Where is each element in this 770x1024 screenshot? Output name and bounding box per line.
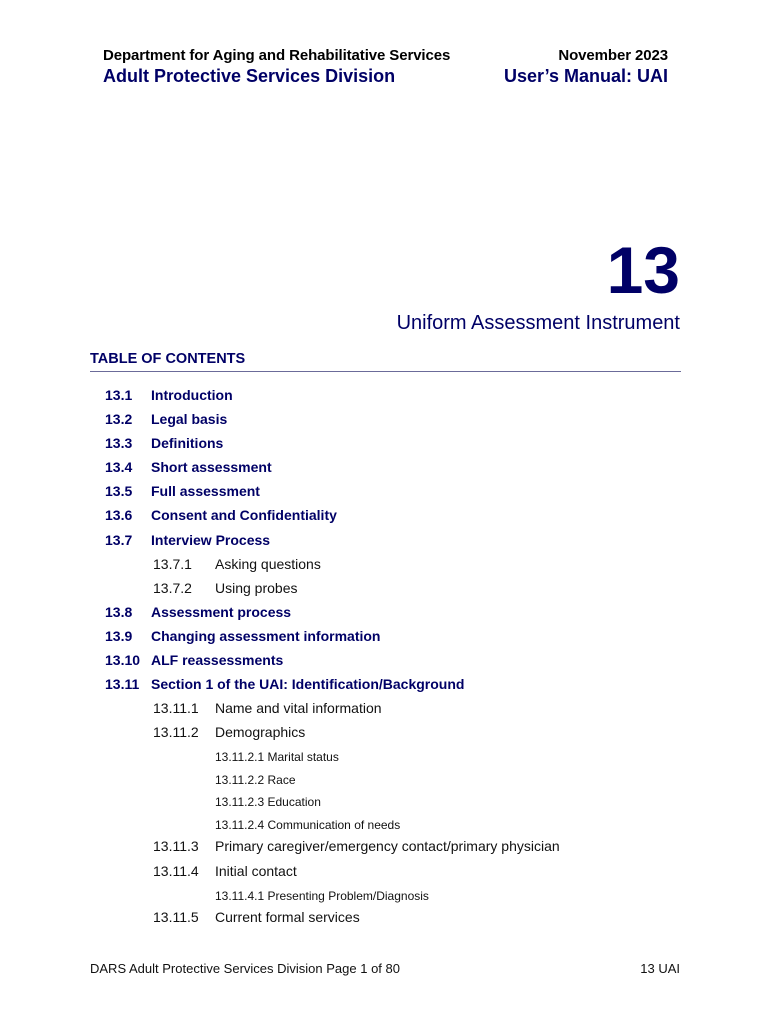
footer-chapter: 13 UAI (640, 961, 680, 976)
toc-entry-number: 13.11.5 (153, 909, 199, 926)
toc-entry-title: Full assessment (151, 483, 260, 500)
toc-entry[interactable] (0, 745, 770, 768)
toc-entry-title: Short assessment (151, 459, 272, 476)
toc-entry[interactable] (0, 553, 770, 577)
toc-entry-title: Current formal services (215, 909, 360, 926)
toc-entry[interactable] (0, 813, 770, 836)
toc-entry-number: 13.11.3 (153, 838, 199, 855)
toc-entry-number: 13.2 (105, 411, 133, 428)
toc-entry-number: 13.4 (105, 459, 133, 476)
toc-entry-title: Demographics (215, 724, 306, 741)
table-of-contents (0, 384, 770, 930)
toc-entry-number: 13.11 (105, 676, 140, 693)
toc-entry-title: Legal basis (151, 411, 228, 428)
toc-entry[interactable] (0, 529, 770, 553)
toc-entry-title: Primary caregiver/emergency contact/primary physician (215, 838, 560, 855)
toc-entry[interactable] (0, 906, 770, 930)
toc-entry-title: Changing assessment information (151, 627, 381, 644)
toc-entry[interactable] (0, 860, 770, 884)
toc-entry-number: 13.1 (105, 387, 133, 403)
toc-entry[interactable] (0, 384, 770, 408)
toc-entry[interactable] (0, 790, 770, 813)
toc-entry-title: Definitions (151, 435, 224, 452)
toc-heading: TABLE OF CONTENTS (90, 350, 681, 372)
toc-entry-title: Interview Process (151, 531, 271, 548)
toc-entry[interactable] (0, 408, 770, 432)
footer-page-info: DARS Adult Protective Services Division Page 1 of 80 (90, 961, 400, 976)
toc-entry-number: 13.5 (105, 483, 133, 500)
toc-entry[interactable] (0, 835, 770, 859)
toc-entry[interactable] (0, 577, 770, 601)
chapter-number: 13 (606, 233, 680, 307)
toc-entry-title: ALF reassessments (151, 652, 284, 669)
toc-entry-number: 13.10 (105, 652, 141, 669)
department-name: Department for Aging and Rehabilitative Services (103, 47, 451, 64)
toc-entry-title: 13.11.4.1 Presenting Problem/Diagnosis (215, 888, 429, 903)
toc-entry[interactable] (0, 673, 770, 697)
header-left (103, 46, 450, 87)
toc-entry-title: Initial contact (215, 862, 297, 879)
toc-entry[interactable] (0, 601, 770, 625)
toc-entry-title: 13.11.2.1 Marital status (215, 750, 339, 765)
toc-entry-title: Section 1 of the UAI: Identification/Background (151, 676, 465, 693)
toc-entry-number: 13.7.2 (153, 579, 192, 596)
toc-entry-title: Using probes (215, 579, 298, 596)
toc-entry-title: Name and vital information (215, 700, 382, 717)
chapter-title: Uniform Assessment Instrument (396, 312, 680, 334)
division-name: Adult Protective Services Division (103, 66, 396, 86)
toc-entry[interactable] (0, 649, 770, 673)
toc-entry-title: Consent and Confidentiality (151, 507, 337, 524)
toc-entry-number: 13.7.1 (153, 555, 192, 572)
toc-entry[interactable] (0, 480, 770, 504)
header-right (504, 46, 668, 87)
toc-entry-number: 13.3 (105, 435, 133, 452)
toc-entry[interactable] (0, 504, 770, 528)
toc-entry-title: 13.11.2.2 Race (215, 772, 296, 787)
toc-entry[interactable] (0, 768, 770, 791)
toc-entry-number: 13.11.4 (153, 862, 199, 879)
toc-entry[interactable] (0, 721, 770, 745)
toc-entry[interactable] (0, 697, 770, 721)
toc-entry-title: 13.11.2.3 Education (215, 795, 321, 810)
toc-entry[interactable] (0, 625, 770, 649)
toc-entry-number: 13.8 (105, 603, 133, 620)
toc-entry-title: Asking questions (215, 555, 321, 572)
toc-entry[interactable] (0, 432, 770, 456)
manual-title: User’s Manual: UAI (503, 66, 668, 86)
toc-entry-number: 13.11.1 (153, 700, 199, 717)
document-date: November 2023 (558, 47, 668, 64)
toc-entry[interactable] (0, 456, 770, 480)
toc-entry-number: 13.7 (105, 531, 133, 548)
toc-entry[interactable] (0, 884, 770, 907)
toc-entry-title: Introduction (151, 387, 233, 403)
toc-entry-number: 13.11.2 (153, 724, 199, 741)
toc-entry-title: 13.11.2.4 Communication of needs (215, 817, 401, 832)
toc-entry-number: 13.9 (105, 627, 133, 644)
toc-entry-title: Assessment process (151, 603, 292, 620)
toc-entry-number: 13.6 (105, 507, 133, 524)
